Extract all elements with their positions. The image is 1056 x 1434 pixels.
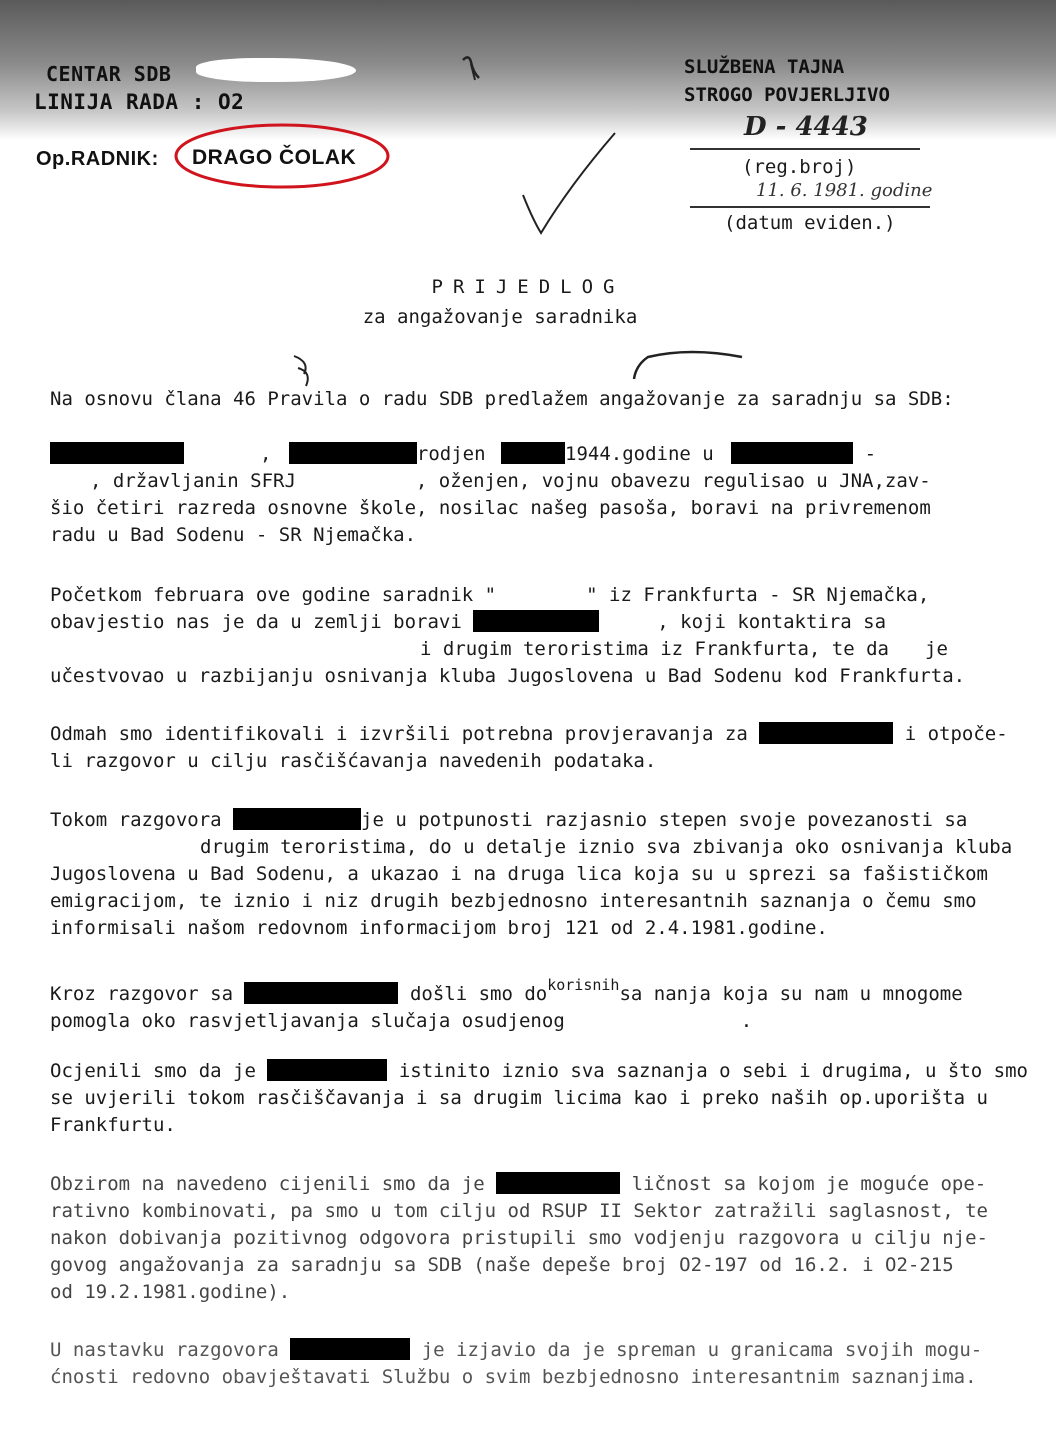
classification-secret: SLUŽBENA TAJNA [684, 56, 845, 78]
text: se uvjerili tokom rasčiščavanja i sa drugim licima kao i preko naših op.uporišta u [50, 1087, 988, 1109]
document-title: PRIJEDLOG [431, 276, 625, 298]
paragraph-subject [50, 441, 1010, 549]
reg-label: (reg.broj) [742, 156, 857, 178]
text: Odmah smo identifikovali i izvršili potrebna provjeravanja za [50, 723, 748, 745]
redaction-smear [196, 58, 356, 82]
classification-strictly-confidential: STROGO POVJERLJIVO [684, 84, 890, 106]
text: obavjestio nas je da u zemlji boravi [50, 611, 462, 633]
document-subtitle: za angažovanje saradnika [362, 306, 638, 328]
redaction-box [233, 808, 361, 830]
paragraph-assessment [50, 1058, 1028, 1139]
text: govog angažovanja za saradnju sa SDB (naše depeše broj O2-197 od 16.2. i O2-215 [50, 1254, 954, 1276]
paragraph-background [50, 582, 1010, 690]
paragraph-intro [50, 386, 1010, 413]
redaction-box [473, 610, 599, 632]
text: od 19.2.1981.godine). [50, 1281, 291, 1303]
text: istinito iznio sva saznanja o sebi i drugima, u što smo [398, 1060, 1028, 1082]
redaction-box [267, 1059, 387, 1081]
pen-stroke [630, 345, 750, 385]
paragraph-interview [50, 807, 1013, 942]
insert-text: korisnih [547, 976, 620, 994]
paragraph-findings [50, 972, 1010, 1035]
center-label: CENTAR SDB [46, 62, 172, 86]
text: ličnost sa kojom je moguće ope- [631, 1173, 987, 1195]
redaction-box [289, 442, 417, 464]
redaction-box [244, 982, 398, 1004]
date-underline [690, 206, 930, 208]
text: radu u Bad Sodenu - SR Njemačka. [50, 524, 417, 546]
text: - [864, 443, 877, 465]
text: Frankfurtu. [50, 1114, 176, 1136]
text: rativno kombinovati, pa smo u tom cilju od RSUP II Sektor zatražili saglasnost, te [50, 1200, 988, 1222]
text: je u potpunosti razjasnio stepen svoje povezanosti sa [361, 809, 968, 831]
text: šio četiri razreda osnovne škole, nosilac našeg pasoša, boravi na privremenom [50, 497, 931, 519]
handwritten-date: 11. 6. 1981. godine [756, 180, 933, 201]
text: 1944.godine u [565, 443, 714, 465]
text: je [925, 638, 948, 660]
text: ćnosti redovno obavještavati Službu o svim bezbjednosno interesantnim saznanjima. [50, 1366, 977, 1388]
text: U nastavku razgovora [50, 1339, 279, 1361]
operator-name: DRAGO ČOLAK [192, 146, 357, 169]
operator-label: Op.RADNIK: [36, 148, 159, 170]
text: pomogla oko rasvjetljavanja slučaja osudjenog [50, 1010, 565, 1032]
text: , koji kontaktira sa [657, 611, 887, 633]
checkmark [515, 125, 625, 245]
text: Jugoslovena u Bad Sodenu, a ukazao i na druga lica koja su u sprezi sa fašističkom [50, 863, 988, 885]
redaction-box [496, 1172, 620, 1194]
date-label: (datum eviden.) [724, 212, 896, 234]
paragraph-verification [50, 721, 1010, 775]
redaction-box [290, 1338, 410, 1360]
text: Ocjenili smo da je [50, 1060, 256, 1082]
text: Tokom razgovora [50, 809, 222, 831]
text: je izjavio da je spreman u granicama svojih mogu- [421, 1339, 983, 1361]
text: Početkom februara ove godine saradnik " [50, 584, 497, 606]
text: učestvovao u razbijanju osnivanja kluba Jugoslovena u Bad Sodenu kod Frankfurta. [50, 665, 966, 687]
text: Kroz razgovor sa [50, 983, 234, 1005]
redaction-box [50, 442, 184, 464]
text: nakon dobivanja pozitivnog odgovora pristupili smo vodjenju razgovora u cilju nje- [50, 1227, 988, 1249]
text: . [740, 1010, 753, 1032]
redaction-box [501, 442, 565, 464]
text: , oženjen, vojnu obavezu regulisao u JNA,zav- [415, 470, 931, 492]
text: emigracijom, te iznio i niz drugih bezbjednosno interesantnih saznanja o čemu smo [50, 890, 977, 912]
text: , [260, 443, 272, 465]
line-label: LINIJA RADA : O2 [34, 90, 245, 114]
redaction-box [731, 442, 853, 464]
text: rodjen [416, 443, 486, 465]
pen-mark [455, 50, 495, 90]
redaction-box [759, 722, 893, 744]
paragraph-recruitment [50, 1171, 1010, 1306]
intro-text: Na osnovu člana 46 Pravila o radu SDB predlažem angažovanje za saradnju sa SDB: [50, 388, 954, 410]
paragraph-agreement [50, 1337, 1010, 1391]
text: " iz Frankfurta - SR Njemačka, [586, 584, 930, 606]
text: informisali našom redovnom informacijom broj 121 od 2.4.1981.godine. [50, 917, 828, 939]
text: drugim teroristima, do u detalje iznio sva zbivanja oko osnivanja kluba [200, 836, 1013, 858]
registration-number: D - 4443 [744, 112, 868, 142]
text: , državljanin SFRJ [90, 470, 296, 492]
reg-underline [690, 148, 920, 150]
text: Obzirom na navedeno cijenili smo da je [50, 1173, 485, 1195]
text: li razgovor u cilju rasčišćavanja navedenih podataka. [50, 750, 657, 772]
text: i drugim teroristima iz Frankfurta, te da [420, 638, 889, 660]
text: sa nanja koja su nam u mnogome [619, 983, 963, 1005]
text: došli smo do [409, 983, 548, 1005]
text: i otpoče- [904, 723, 1008, 745]
red-circle-annotation [170, 120, 395, 192]
